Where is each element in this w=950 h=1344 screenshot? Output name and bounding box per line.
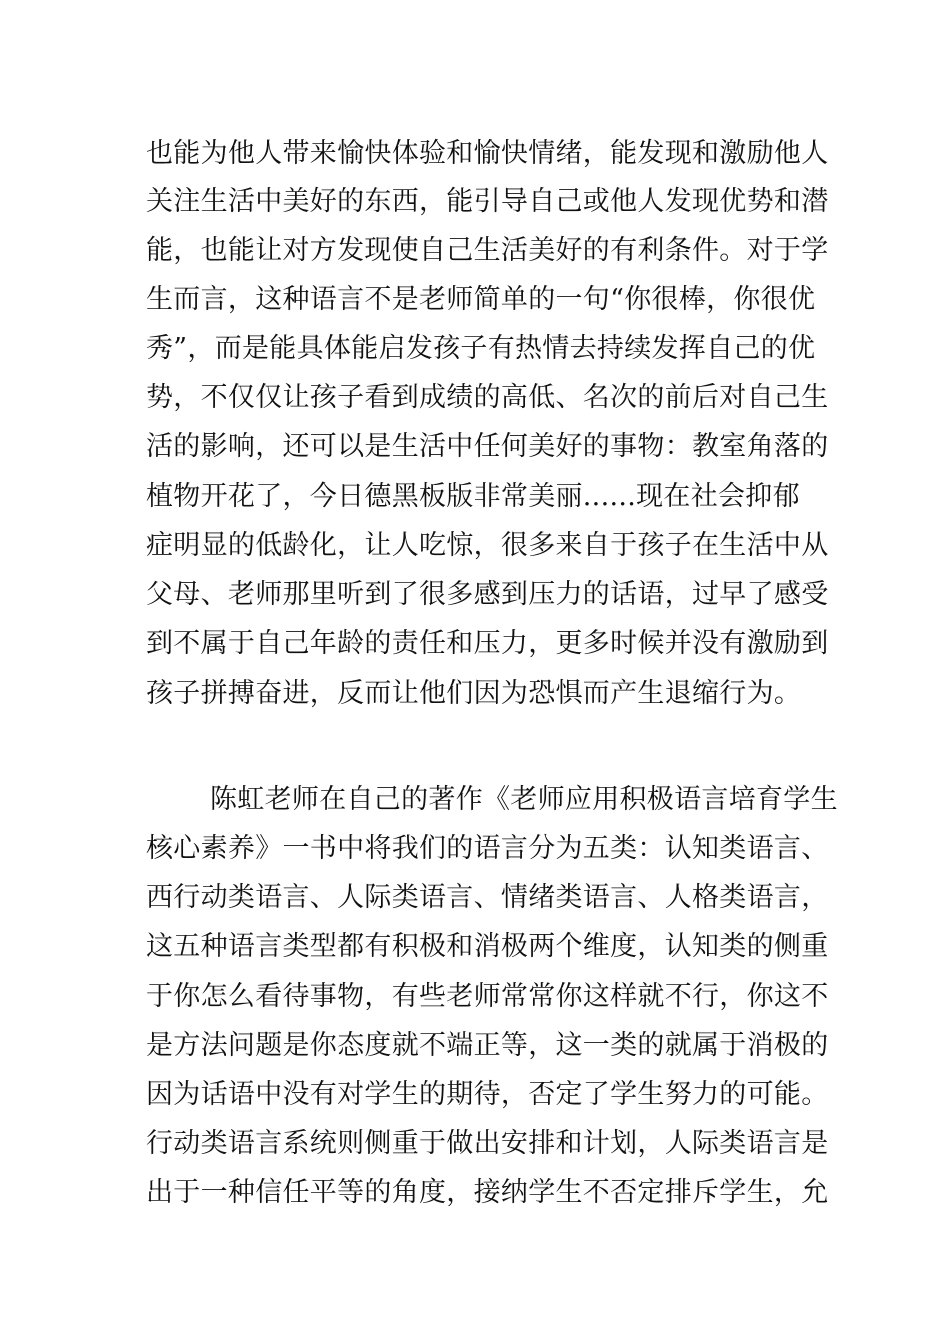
text-line: 这五种语言类型都有积极和消极两个维度，认知类的侧重: [146, 931, 829, 962]
text-line: 关注生活中美好的东西，能引导自己或他人发现优势和潜: [146, 186, 829, 217]
text-line: 植物开花了，今日德黑板版非常美丽......现在社会抑郁: [146, 481, 800, 512]
text-line: 因为话语中没有对学生的期待，否定了学生努力的可能。: [146, 1079, 829, 1110]
text-line: 于你怎么看待事物，有些老师常常你这样就不行，你这不: [146, 981, 829, 1012]
text-line: 父母、老师那里听到了很多感到压力的话语，过早了感受: [146, 579, 829, 610]
text-line: 是方法问题是你态度就不端正等，这一类的就属于消极的: [146, 1030, 829, 1061]
text-line: 出于一种信任平等的角度，接纳学生不否定排斥学生，允: [146, 1177, 829, 1208]
text-line: 也能为他人带来愉快体验和愉快情绪，能发现和激励他人: [146, 138, 829, 169]
text-line: 势，不仅仅让孩子看到成绩的高低、名次的前后对自己生: [146, 382, 829, 413]
text-line: 孩子拼搏奋进，反而让他们因为恐惧而产生退缩行为。: [146, 678, 802, 709]
text-line: 症明显的低龄化，让人吃惊，很多来自于孩子在生活中从: [146, 530, 829, 561]
text-line: 陈虹老师在自己的著作《老师应用积极语言培育学生: [210, 784, 838, 815]
text-line: 西行动类语言、人际类语言、情绪类语言、人格类语言，: [146, 882, 829, 913]
text-line: 到不属于自己年龄的责任和压力，更多时候并没有激励到: [146, 628, 829, 659]
text-line: 核心素养》一书中将我们的语言分为五类：认知类语言、: [146, 833, 829, 864]
text-line: 秀”，而是能具体能启发孩子有热情去持续发挥自己的优: [146, 333, 816, 364]
text-line: 能，也能让对方发现使自己生活美好的有利条件。对于学: [146, 235, 829, 266]
text-line: 生而言，这种语言不是老师简单的一句“你很棒，你很优: [146, 284, 816, 315]
text-line: 活的影响，还可以是生活中任何美好的事物：教室角落的: [146, 431, 829, 462]
text-line: 行动类语言系统则侧重于做出安排和计划，人际类语言是: [146, 1128, 829, 1159]
